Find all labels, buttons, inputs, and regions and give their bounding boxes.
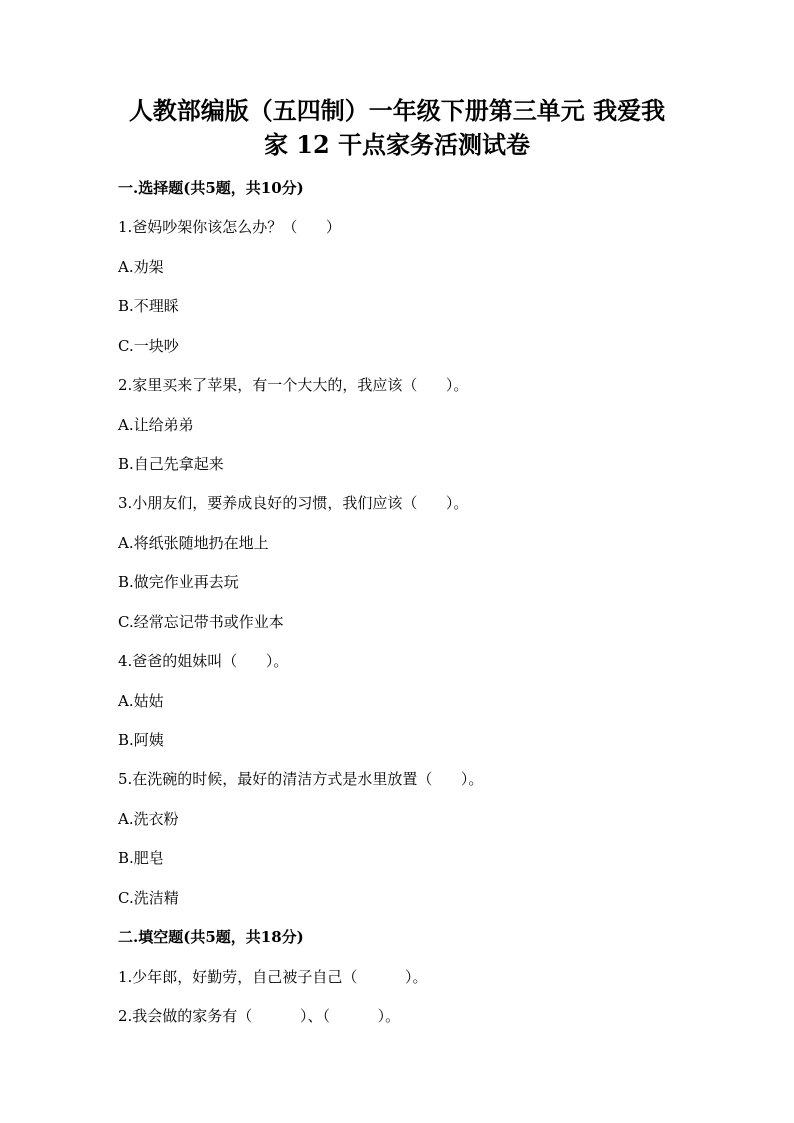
exam-title-line-2: 家 12 干点家务活测试卷 bbox=[263, 130, 531, 159]
question-5-option-b: B.肥皂 bbox=[118, 849, 164, 867]
question-3-option-c: C.经常忘记带书或作业本 bbox=[118, 613, 284, 631]
question-5-option-c: C.洗洁精 bbox=[118, 889, 179, 907]
section-heading-fill-blank: 二.填空题(共5题，共18分) bbox=[118, 928, 304, 946]
question-1-option-a: A.劝架 bbox=[118, 258, 164, 276]
fill-question-2-stem: 2.我会做的家务有（ ）、（ ）。 bbox=[118, 1007, 401, 1025]
question-3-option-a: A.将纸张随地扔在地上 bbox=[118, 534, 269, 552]
section-heading-choice: 一.选择题(共5题，共10分) bbox=[118, 179, 304, 197]
question-2-option-a: A.让给弟弟 bbox=[118, 416, 194, 434]
question-1-stem: 1.爸妈吵架你该怎么办？（ ） bbox=[118, 218, 341, 236]
fill-question-1-stem: 1.少年郎，好勤劳，自己被子自己（ ）。 bbox=[118, 968, 428, 986]
question-4-stem: 4.爸爸的姐妹叫（ ）。 bbox=[118, 652, 289, 670]
question-5-option-a: A.洗衣粉 bbox=[118, 810, 179, 828]
question-3-option-b: B.做完作业再去玩 bbox=[118, 573, 239, 591]
question-4-option-b: B.阿姨 bbox=[118, 731, 164, 749]
question-1-option-b: B.不理睬 bbox=[118, 297, 179, 315]
question-1-option-c: C.一块吵 bbox=[118, 337, 179, 355]
exam-title-line-1: 人教部编版（五四制）一年级下册第三单元 我爱我 bbox=[128, 96, 666, 125]
question-3-stem: 3.小朋友们，要养成良好的习惯，我们应该（ ）。 bbox=[118, 494, 469, 512]
question-2-option-b: B.自己先拿起来 bbox=[118, 455, 224, 473]
question-5-stem: 5.在洗碗的时候，最好的清洁方式是水里放置（ ）。 bbox=[118, 770, 484, 788]
question-2-stem: 2.家里买来了苹果，有一个大大的，我应该（ ）。 bbox=[118, 376, 469, 394]
question-4-option-a: A.姑姑 bbox=[118, 692, 164, 710]
